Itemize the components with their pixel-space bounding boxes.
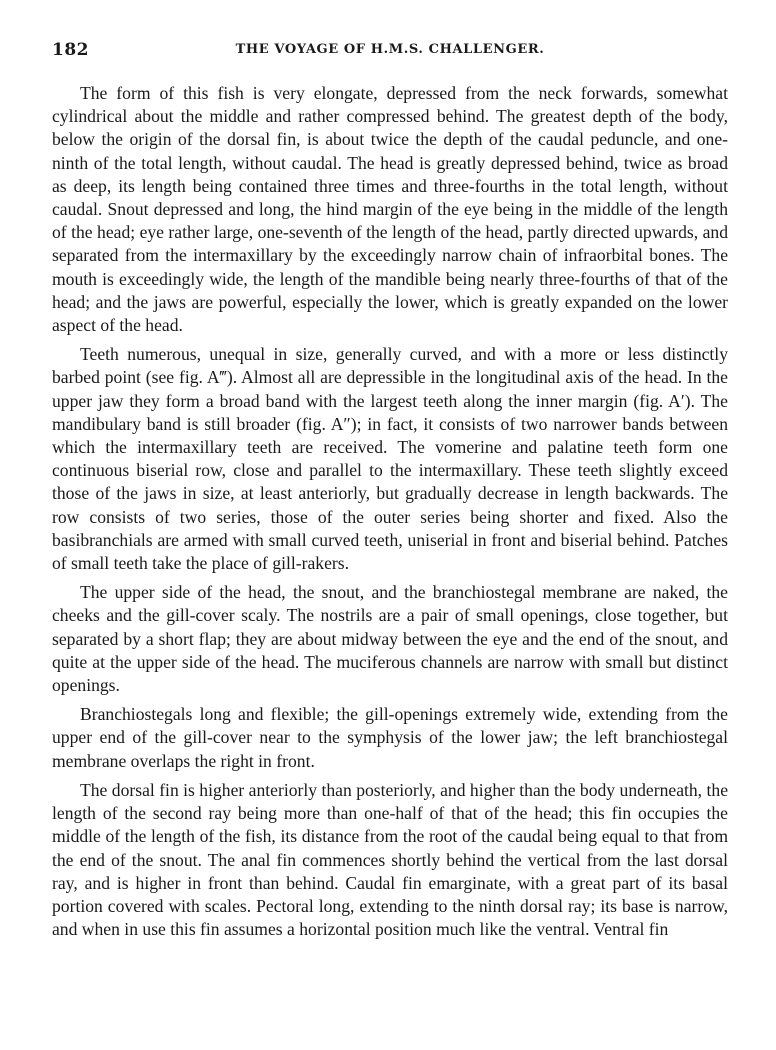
page-header	[52, 40, 728, 66]
paragraph-body-form: The form of this fish is very elongate, depressed from the neck forwards, somewhat cylindrical about the middle and rather compressed behind. The greatest depth of the body, below the origin of the dorsal fin, is about twice the depth of the caudal peduncle, and one-ninth of the total length, without caudal. The head is greatly depressed behind, twice as broad as deep, its length being contained three times and three-fourths in the total length, without caudal. Snout depressed and long, the hind margin of the eye being in the middle of the length of the head; eye rather large, one-seventh of the length of the head, partly directed upwards, and separated from the intermaxillary by the exceedingly narrow chain of infraorbital bones. The mouth is exceedingly wide, the length of the mandible being nearly three-fourths of that of the head; and the jaws are powerful, especially the lower, which is greatly expanded on the lower aspect of the head.	[52, 83, 728, 336]
paragraph-teeth: Teeth numerous, unequal in size, generally curved, and with a more or less distinctly barbed point (see fig. A‴). Almost all are depressible in the longitudinal axis of the head. In the upper jaw they form a broad band with the largest teeth along the inner margin (fig. A′). The mandibulary band is still broader (fig. A″); in fact, it consists of two narrower bands between which the intermaxillary teeth are received. The vomerine and palatine teeth form one continuous biserial row, close and parallel to the intermaxillary. These teeth slightly exceed those of the jaws in size, at least anteriorly, but gradually decrease in length backwards. The row consists of two series, those of the outer series being shorter and fixed. Also the basibranchials are armed with small curved teeth, uniserial in front and biserial behind. Patches of small teeth take the place of gill-rakers.	[52, 344, 728, 574]
body-text	[52, 82, 728, 941]
paragraph-head-surface: The upper side of the head, the snout, and the branchiostegal membrane are naked, the cheeks and the gill-cover scaly. The nostrils are a pair of small openings, close together, but separated by a short flap; they are about midway between the eye and the end of the snout, and quite at the upper side of the head. The muciferous channels are narrow with small but distinct openings.	[52, 582, 728, 696]
paragraph-fins: The dorsal fin is higher anteriorly than posteriorly, and higher than the body underneath, the length of the second ray being more than one-half of that of the head; this fin occupies the middle of the length of the fish, its distance from the root of the caudal being equal to that from the end of the snout. The anal fin commences shortly behind the vertical from the last dorsal ray, and is higher in front than behind. Caudal fin emarginate, with a great part of its basal portion covered with scales. Pectoral long, extending to the ninth dorsal ray; its base is narrow, and when in use this fin assumes a horizontal position much like the ventral. Ventral fin	[52, 779, 728, 940]
paragraph-branchiostegals: Branchiostegals long and flexible; the gill-openings extremely wide, extending from the upper end of the gill-cover near to the symphysis of the lower jaw; the left branchiostegal membrane overlaps the right in front.	[52, 704, 728, 771]
document-page	[52, 40, 728, 947]
page-number: 182	[52, 40, 89, 60]
running-title: THE VOYAGE OF H.M.S. CHALLENGER.	[235, 42, 545, 57]
